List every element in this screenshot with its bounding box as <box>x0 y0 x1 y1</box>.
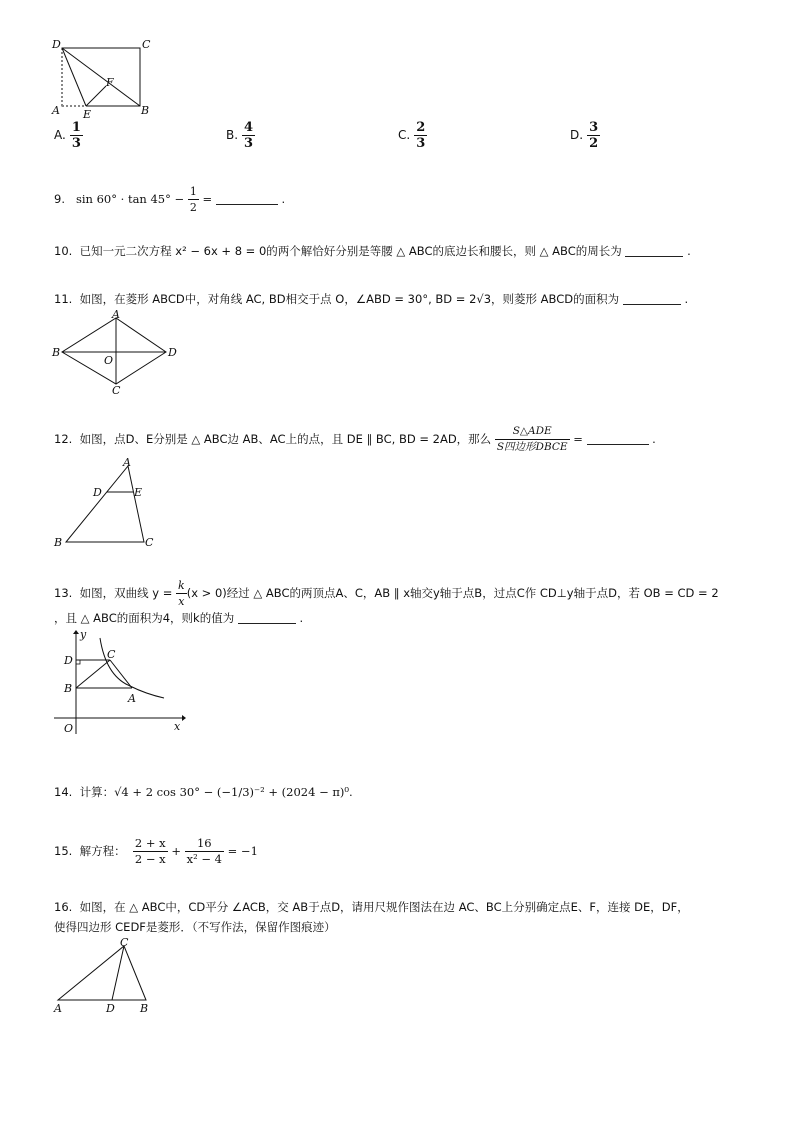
question-13-line-1: 13. 如图，双曲线 y = $\frac{k}{x}$ (x > 0)经过 △ ABC的两顶点A、C，AB ∥ x轴交y轴于点B，过点C作 CD⊥y轴于点D，若 OB = CD = 2 <box>54 579 719 608</box>
q13-label-y: y <box>80 628 87 641</box>
answer-blank-12[interactable] <box>587 444 649 445</box>
question-16-line-1: 16. 如图，在 △ ABC中，CD平分 ∠ACB，交 AB于点D，请用尺规作图法在边 AC、BC上分别确定点E、F，连接 DE，DF， <box>54 900 689 914</box>
q8-figure <box>50 36 160 120</box>
question-9: 9. sin 60° · tan 45° − $\frac{1}{2}$ = . <box>54 185 286 214</box>
q13-line-ca <box>110 660 132 688</box>
q16-label-c: C <box>120 936 129 949</box>
q8-option-b: B. $\frac{4}{3}$ <box>226 120 254 151</box>
q13-hyperbola-figure <box>50 626 190 738</box>
q16-label-a: A <box>54 1002 62 1015</box>
answer-blank-10[interactable] <box>625 256 683 257</box>
q8-label-f: F <box>106 76 114 89</box>
q13-line-bc <box>76 660 110 688</box>
question-10: 10. 已知一元二次方程 x² − 6x + 8 = 0的两个解恰好分别是等腰 △ ABC的底边长和腰长，则 △ ABC的周长为 . <box>54 244 691 258</box>
answer-blank-9[interactable] <box>216 204 278 205</box>
q11-rhombus-figure <box>50 308 190 394</box>
q13-y-arrow <box>73 630 79 634</box>
q12-triangle <box>66 466 144 542</box>
question-15: 15. 解方程： $\frac{2 + x}{2 - x}$ + $\frac{16}{\text{x² − 4}}$ = −1 <box>54 836 258 866</box>
q8-line-ef <box>86 86 106 106</box>
q16-label-d: D <box>106 1002 115 1015</box>
q11-label-o: O <box>104 354 114 367</box>
q8-option-d: D. $\frac{3}{2}$ <box>570 120 599 151</box>
q13-x-arrow <box>182 715 186 721</box>
question-16-line-2: 使得四边形 CEDF是菱形．（不写作法，保留作图痕迹） <box>54 920 336 934</box>
q12-label-d: D <box>93 486 102 499</box>
q13-hyperbola-curve <box>100 638 164 698</box>
q11-label-b: B <box>52 346 61 359</box>
q11-label-a: A <box>112 308 120 321</box>
q13-label-o: O <box>64 722 74 735</box>
q12-label-e: E <box>134 486 143 499</box>
question-13-line-2: ，且 △ ABC的面积为4，则k的值为 . <box>54 611 304 625</box>
q16-triangle-figure <box>50 936 170 1020</box>
q12-triangle-figure <box>50 454 170 550</box>
q16-triangle <box>58 946 146 1000</box>
question-12: 12. 如图，点D、E分别是 △ ABC边 AB、AC上的点，且 DE ∥ BC, BD = 2AD，那么 $\frac{\text{S△ADE}}{\text{S四边形DBCE}}$ = . <box>54 425 656 453</box>
q11-label-d: D <box>168 346 177 359</box>
answer-blank-13[interactable] <box>238 623 296 624</box>
q12-label-b: B <box>54 536 63 549</box>
q8-label-b: B <box>141 104 150 117</box>
q13-label-c: C <box>107 648 116 661</box>
q8-label-e: E <box>83 108 92 120</box>
answer-blank-11[interactable] <box>623 304 681 305</box>
q8-label-d: D <box>52 38 61 51</box>
question-11: 11. 如图，在菱形 ABCD中，对角线 AC, BD相交于点 O，∠ABD = 30°, BD = 2√3，则菱形 ABCD的面积为 . <box>54 292 689 306</box>
q12-label-a: A <box>123 456 131 469</box>
q13-label-d: D <box>64 654 73 667</box>
question-14: 14. 计算：√4 + 2 cos 30° − (−1/3)⁻² + (2024 − π)⁰. <box>54 785 353 799</box>
q13-label-b: B <box>64 682 73 695</box>
q11-label-c: C <box>112 384 121 394</box>
q8-label-c: C <box>142 38 151 51</box>
q11-rhombus <box>62 318 166 384</box>
q8-option-a: A. $\frac{1}{3}$ <box>54 120 81 151</box>
q13-label-x: x <box>174 720 181 733</box>
q13-right-angle <box>76 660 80 664</box>
q16-label-b: B <box>140 1002 149 1015</box>
q8-option-c: C. $\frac{2}{3}$ <box>398 120 426 151</box>
q13-label-a: A <box>128 692 136 705</box>
q12-label-c: C <box>145 536 154 549</box>
q8-label-a: A <box>52 104 60 117</box>
